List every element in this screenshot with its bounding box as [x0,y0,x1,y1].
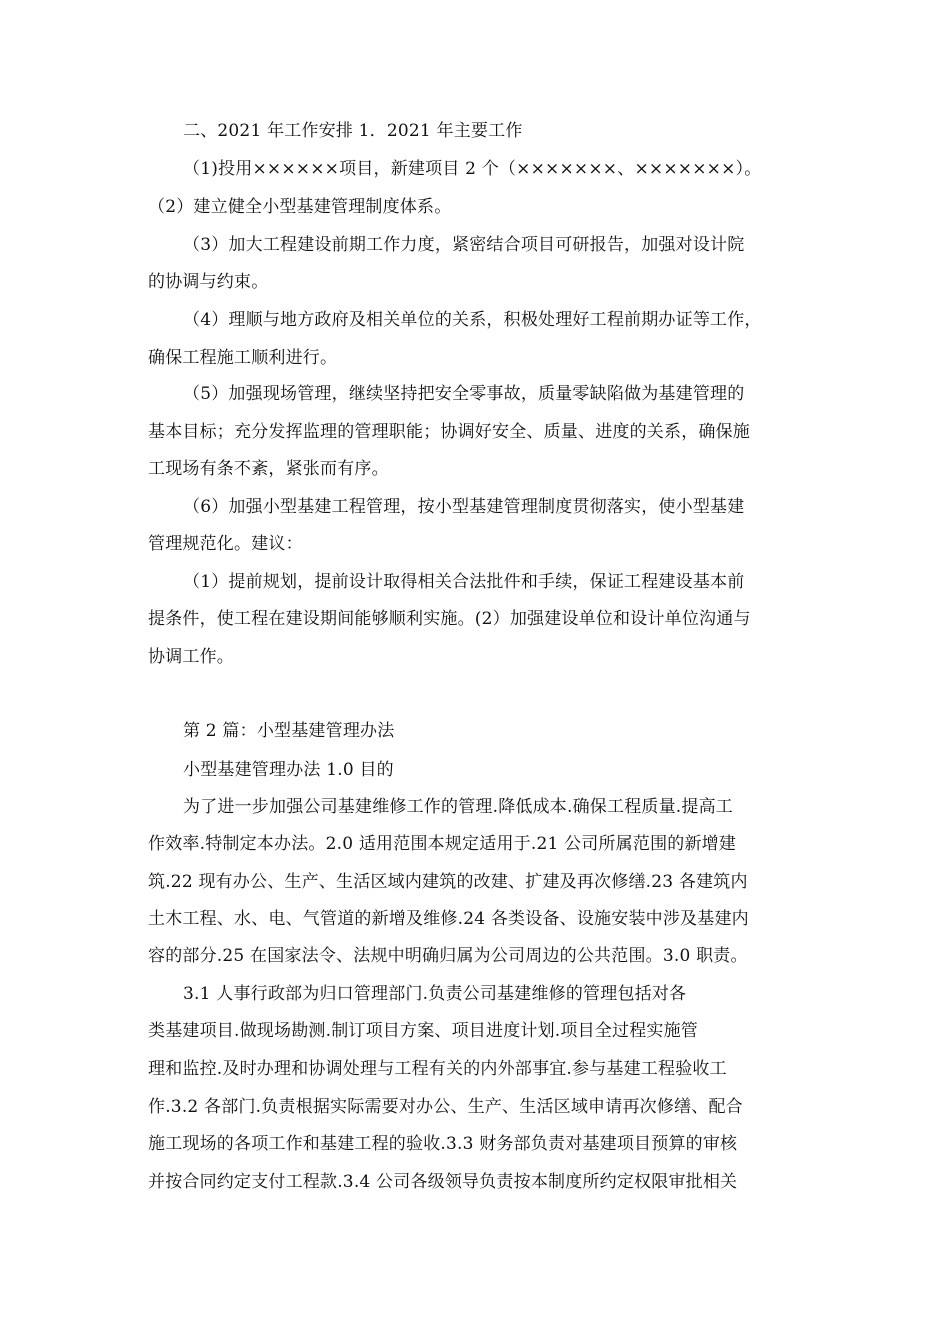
text-line: 的协调与约束。 [148,272,269,292]
text-line: 确保工程施工顺利进行。 [148,348,338,368]
text-line: 筑.22 现有办公、生产、生活区域内建筑的改建、扩建及再次修缮.23 各建筑内 [148,872,748,892]
text-line: 类基建项目.做现场勘测.制订项目方案、项目进度计划.项目全过程实施管 [148,1021,699,1041]
text-line: （1)投用××××××项目，新建项目 2 个（×××××××、×××××××）。 [183,159,762,179]
text-line: 提条件，使工程在建设期间能够顺利实施。(2）加强建设单位和设计单位沟通与 [148,609,751,629]
text-line: 协调工作。 [148,647,234,667]
text-line: （4）理顺与地方政府及相关单位的关系，积极处理好工程前期办证等工作， [183,310,762,330]
text-line: （6）加强小型基建工程管理，按小型基建管理制度贯彻落实，使小型基建 [183,497,745,517]
text-line: 施工现场的各项工作和基建工程的验收.3.3 财务部负责对基建项目预算的审核 [148,1134,738,1154]
text-line: 管理规范化。建议： [148,534,303,554]
text-line: 并按合同约定支付工程款.3.4 公司各级领导负责按本制度所约定权限审批相关 [148,1172,738,1192]
text-line: 为了进一步加强公司基建维修工作的管理.降低成本.确保工程质量.提高工 [183,797,734,817]
section-heading-purpose: 小型基建管理办法 1.0 目的 [183,760,394,780]
text-line: 理和监控.及时办理和协调处理与工程有关的内外部事宜.参与基建工程验收工 [148,1059,727,1079]
text-line: 工现场有条不紊，紧张而有序。 [148,459,389,479]
text-line: 基本目标；充分发挥监理的管理职能；协调好安全、质量、进度的关系，确保施 [148,422,750,442]
text-line: 容的部分.25 在国家法令、法规中明确归属为公司周边的公共范围。3.0 职责。 [148,946,748,966]
text-line: （2）建立健全小型基建管理制度体系。 [148,197,452,217]
text-line: （3）加大工程建设前期工作力度，紧密结合项目可研报告，加强对设计院 [183,235,745,255]
chapter-title: 第 2 篇：小型基建管理办法 [183,721,395,741]
text-line: 土木工程、水、电、气管道的新增及维修.24 各类设备、设施安装中涉及基建内 [148,909,749,929]
section-heading-2021-plan: 二、2021 年工作安排 1．2021 年主要工作 [183,121,523,141]
text-line: 作.3.2 各部门.负责根据实际需要对办公、生产、生活区域申请再次修缮、配合 [148,1097,743,1117]
text-line: 作效率.特制定本办法。2.0 适用范围本规定适用于.21 公司所属范围的新增建 [148,834,737,854]
text-line: （1）提前规划，提前设计取得相关合法批件和手续，保证工程建设基本前 [183,572,745,592]
text-line: 3.1 人事行政部为归口管理部门.负责公司基建维修的管理包括对各 [183,984,687,1004]
text-line: （5）加强现场管理，继续坚持把安全零事故，质量零缺陷做为基建管理的 [183,384,745,404]
